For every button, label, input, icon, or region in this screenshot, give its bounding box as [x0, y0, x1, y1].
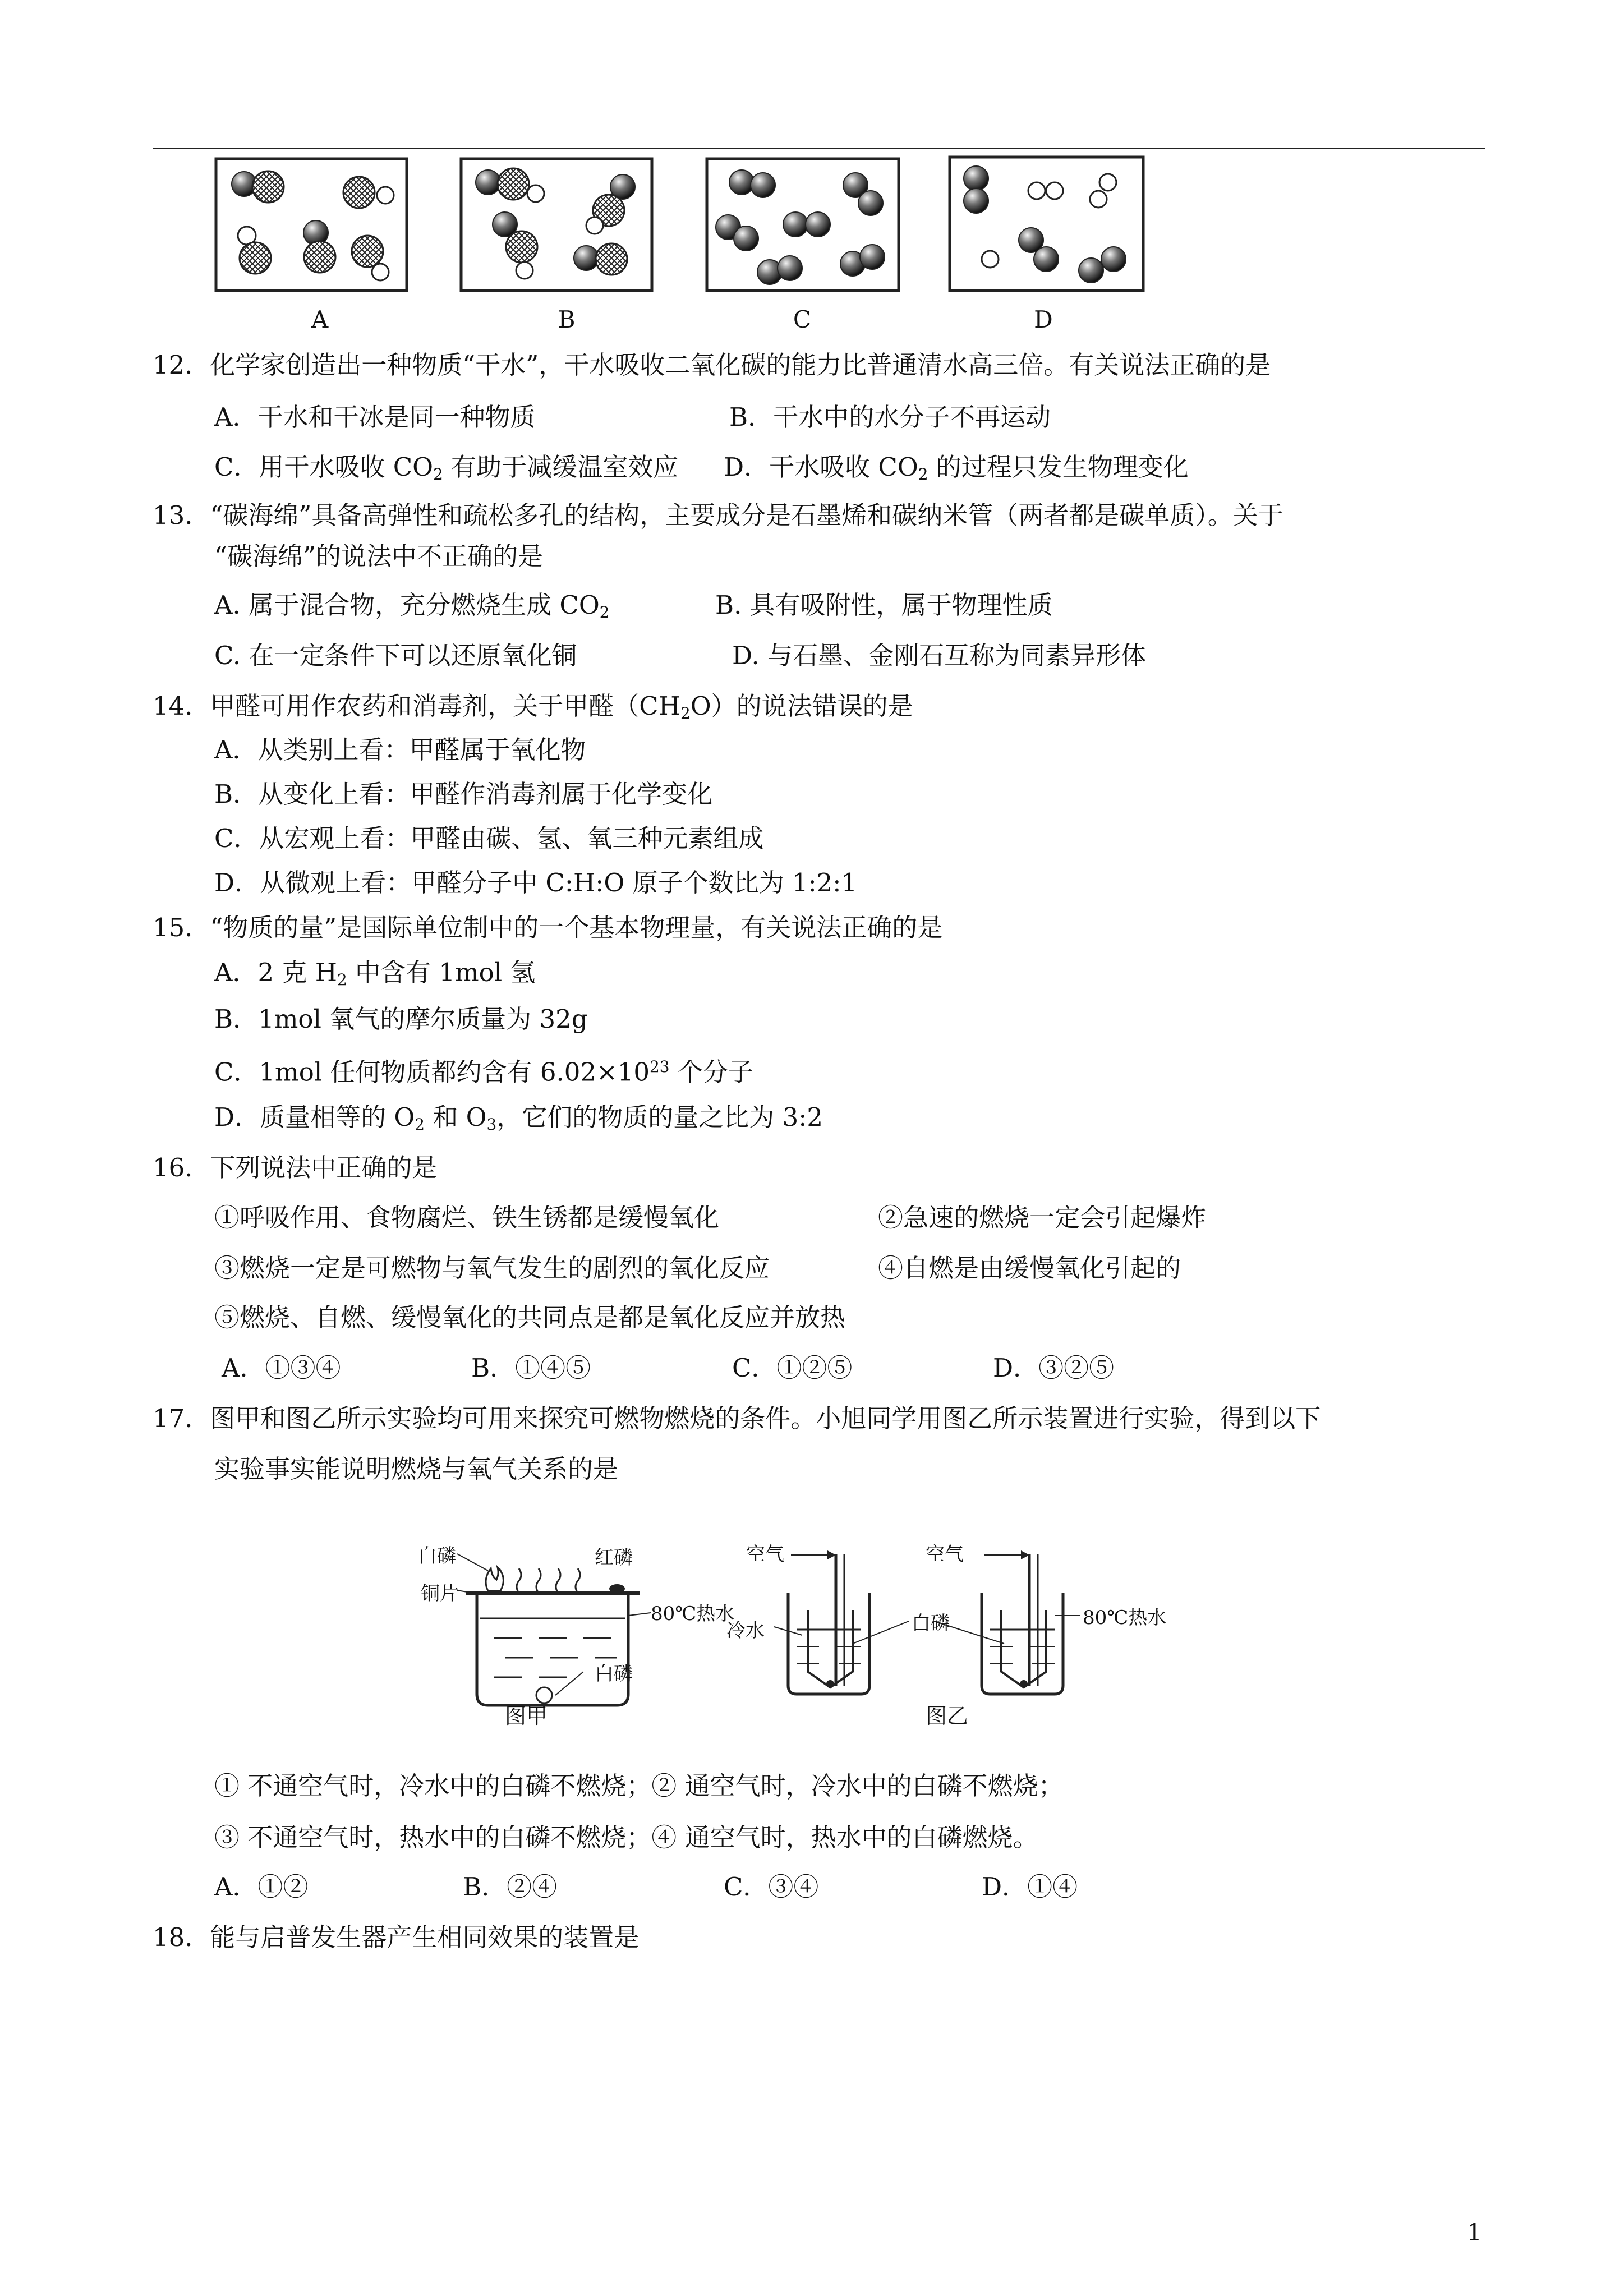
molecule-diagram-figure [0, 0, 1624, 348]
q14-option-a: A．从类别上看：甲醛属于氧化物 [214, 735, 586, 765]
q14-option-c: C．从宏观上看：甲醛由碳、氢、氧三种元素组成 [214, 823, 764, 853]
q12-stem: 12．化学家创造出一种物质“干水”，干水吸收二氧化碳的能力比普通清水高三倍。有关说法正确的是 [153, 350, 1271, 380]
fig-jia-label-hot-water: 80℃热水 [651, 1603, 735, 1625]
q15-option-a: A．2 克 $H_2$ 中含有 1mol 氢 [214, 958, 536, 989]
q16-stem: 16．下列说法中正确的是 [153, 1153, 438, 1182]
q13-option-d: D. 与石墨、金刚石互称为同素异形体 [732, 641, 1147, 670]
q17-fact-line1: ① 不通空气时，冷水中的白磷不燃烧；② 通空气时，冷水中的白磷不燃烧； [214, 1771, 1064, 1801]
option-label-b: B [558, 306, 576, 333]
option-c-molecule-box [707, 159, 899, 291]
q12-option-a: A．干水和干冰是同一种物质 [214, 402, 536, 432]
fig-yi-caption: 图乙 [926, 1704, 969, 1728]
q12-option-d: D．干水吸收 $CO_2$ 的过程只发生物理变化 [724, 452, 1189, 484]
q17-stem-line2: 实验事实能说明燃烧与氧气关系的是 [214, 1454, 619, 1484]
option-label-a: A [311, 306, 329, 333]
q17-fact-line2: ③ 不通空气时，热水中的白磷不燃烧；④ 通空气时，热水中的白磷燃烧。 [214, 1823, 1038, 1852]
q14-stem: 14．甲醛可用作农药和消毒剂，关于甲醛$(CH_2O)$的说法错误的是 [153, 691, 913, 723]
fig-yi-label-cold-water: 冷水 [726, 1619, 765, 1642]
q15-option-d: D．质量相等的 $O_2$ 和 $O_3$，它们的物质的量之比为 3:2 [214, 1102, 823, 1134]
q13-option-c: C. 在一定条件下可以还原氧化铜 [214, 641, 577, 670]
q17-stem-line1: 17．图甲和图乙所示实验均可用来探究可燃物燃烧的条件。小旭同学用图乙所示装置进行实验，得到以下 [153, 1404, 1321, 1433]
q16-statement-3: ③燃烧一定是可燃物与氧气发生的剧烈的氧化反应 [214, 1253, 770, 1283]
q15-stem: 15．“物质的量”是国际单位制中的一个基本物理量，有关说法正确的是 [153, 913, 943, 942]
fig-jia-caption: 图甲 [505, 1704, 548, 1728]
fig-yi-label-air-right: 空气 [926, 1543, 964, 1566]
q13-stem-line2: “碳海绵”的说法中不正确的是 [214, 541, 544, 571]
option-label-d: D [1034, 306, 1053, 333]
q17-option-c: C．③④ [724, 1872, 819, 1902]
q17-option-b: B．②④ [463, 1872, 558, 1902]
q16-statement-1: ①呼吸作用、食物腐烂、铁生锈都是缓慢氧化 [214, 1203, 720, 1232]
q16-option-b: B．①④⑤ [471, 1353, 591, 1383]
option-a-molecule-box [216, 159, 407, 291]
q16-option-d: D．③②⑤ [993, 1353, 1115, 1383]
q17-option-a: A．①② [214, 1872, 309, 1902]
q15-option-b: B．1mol 氧气的摩尔质量为 32g [214, 1004, 588, 1034]
option-b-molecule-box [461, 159, 652, 291]
q14-option-d: D．从微观上看：甲醛分子中 C:H:O 原子个数比为 1:2:1 [214, 868, 858, 898]
fig-yi-label-air-left: 空气 [746, 1543, 784, 1566]
option-label-c: C [793, 306, 812, 333]
fig-yi-label-white-phosphorus: 白磷 [912, 1612, 950, 1635]
fig-jia-label-white-phosphorus: 白磷 [418, 1545, 456, 1567]
q16-option-c: C．①②⑤ [732, 1353, 853, 1383]
q12-option-b: B．干水中的水分子不再运动 [729, 402, 1051, 432]
q16-statement-2: ②急速的燃烧一定会引起爆炸 [878, 1203, 1207, 1232]
q16-option-a: A．①③④ [222, 1353, 341, 1383]
q13-option-a: A. 属于混合物，充分燃烧生成 $CO_2$ [214, 590, 610, 622]
q13-stem-line1: 13．“碳海绵”具备高弹性和疏松多孔的结构，主要成分是石墨烯和碳纳米管（两者都是碳单质）。关于 [153, 500, 1283, 530]
option-d-molecule-box [950, 157, 1143, 291]
fig-jia-label-copper-plate: 铜片 [421, 1582, 459, 1605]
q13-option-b: B. 具有吸附性，属于物理性质 [715, 590, 1053, 620]
q16-statement-5: ⑤燃烧、自燃、缓慢氧化的共同点是都是氧化反应并放热 [214, 1303, 846, 1332]
q12-option-c: C．用干水吸收 $CO_2$ 有助于减缓温室效应 [214, 452, 679, 484]
q18-stem: 18．能与启普发生器产生相同效果的装置是 [153, 1922, 640, 1952]
fig-jia-label-red-phosphorus: 红磷 [595, 1547, 633, 1569]
q16-statement-4: ④自燃是由缓慢氧化引起的 [878, 1253, 1181, 1283]
q14-option-b: B．从变化上看：甲醛作消毒剂属于化学变化 [214, 779, 713, 809]
q17-option-d: D．①④ [982, 1872, 1078, 1902]
fig-yi-label-hot-water: 80℃热水 [1083, 1607, 1167, 1629]
fig-jia-label-white-phosphorus-bottom: 白磷 [595, 1663, 633, 1685]
page-number: 1 [1467, 2219, 1482, 2246]
q15-option-c: C．1mol 任何物质都约含有 $6.02\times 10^{23}$ 个分子 [214, 1057, 753, 1087]
